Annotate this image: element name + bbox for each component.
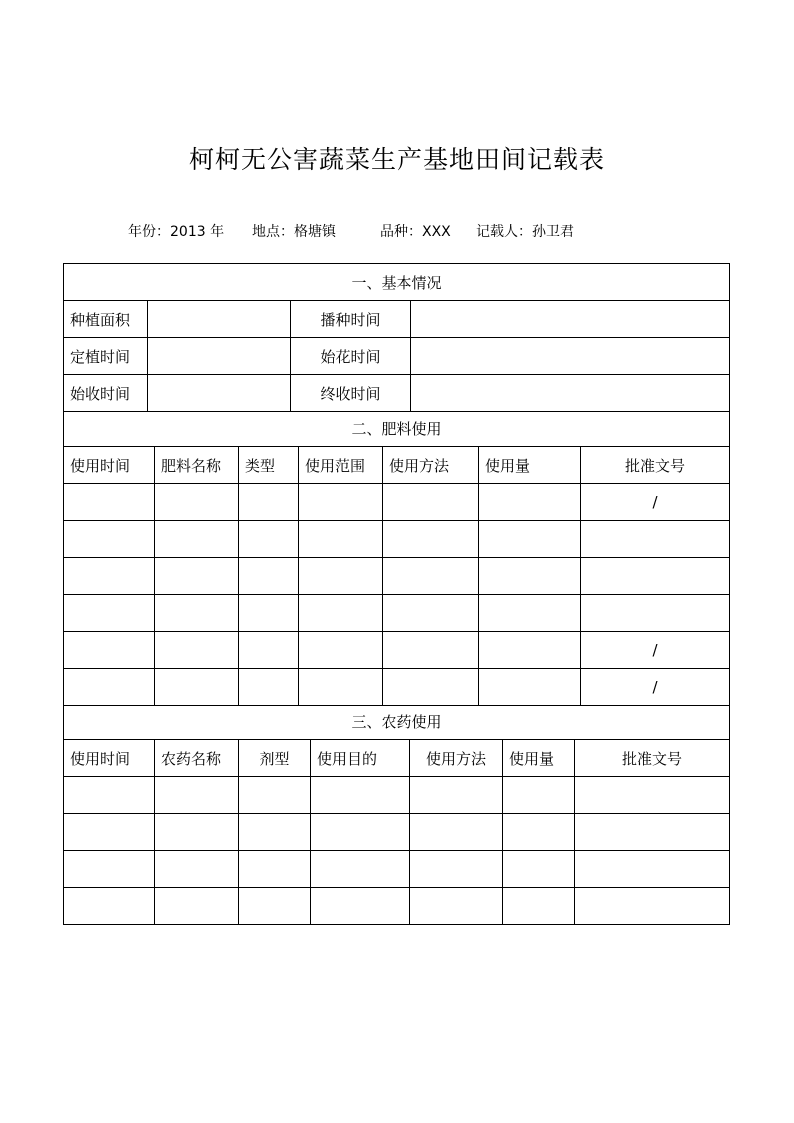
- data-cell[interactable]: [64, 484, 155, 521]
- label-cell: 始花时间: [291, 338, 411, 375]
- table-row: [64, 558, 730, 595]
- column-header: 使用量: [479, 447, 581, 484]
- data-cell[interactable]: [239, 851, 311, 888]
- data-cell[interactable]: [503, 888, 575, 925]
- value-cell[interactable]: [411, 338, 730, 375]
- data-cell[interactable]: [64, 814, 155, 851]
- column-header: 使用目的: [311, 740, 410, 777]
- meta-location: 地点：格塘镇: [252, 224, 336, 240]
- data-cell[interactable]: [64, 851, 155, 888]
- table-row: [64, 669, 730, 706]
- label-cell: 始收时间: [64, 375, 148, 412]
- meta-variety: 品种：XXX: [380, 224, 451, 240]
- data-cell[interactable]: [299, 521, 383, 558]
- data-cell[interactable]: [155, 777, 239, 814]
- data-cell[interactable]: [410, 851, 503, 888]
- column-header: 农药名称: [155, 740, 239, 777]
- table-header-row: [64, 740, 730, 777]
- data-cell[interactable]: [239, 595, 299, 632]
- data-cell[interactable]: [311, 888, 410, 925]
- value-cell[interactable]: [148, 338, 291, 375]
- data-cell[interactable]: [410, 888, 503, 925]
- label-cell: 播种时间: [291, 301, 411, 338]
- data-cell[interactable]: [383, 669, 479, 706]
- data-cell[interactable]: [155, 669, 239, 706]
- data-cell[interactable]: [581, 595, 730, 632]
- value-cell[interactable]: [411, 375, 730, 412]
- data-cell[interactable]: [239, 777, 311, 814]
- data-cell[interactable]: [575, 888, 730, 925]
- data-cell[interactable]: [64, 595, 155, 632]
- table-row: [64, 301, 730, 338]
- value-cell[interactable]: [148, 375, 291, 412]
- data-cell[interactable]: [479, 669, 581, 706]
- data-cell[interactable]: [299, 632, 383, 669]
- meta-year: 年份：2013 年: [128, 224, 225, 240]
- value-cell[interactable]: [411, 301, 730, 338]
- data-cell[interactable]: [383, 521, 479, 558]
- data-cell[interactable]: [155, 814, 239, 851]
- column-header: 使用方法: [410, 740, 503, 777]
- data-cell[interactable]: [581, 558, 730, 595]
- data-cell[interactable]: [239, 888, 311, 925]
- data-cell[interactable]: [64, 669, 155, 706]
- meta-recorder: 记载人：孙卫君: [476, 224, 574, 240]
- value-cell[interactable]: [148, 301, 291, 338]
- data-cell[interactable]: [64, 777, 155, 814]
- data-cell[interactable]: [383, 484, 479, 521]
- data-cell[interactable]: [239, 632, 299, 669]
- data-cell[interactable]: [383, 595, 479, 632]
- pesticide-table: [63, 703, 730, 925]
- data-cell[interactable]: [155, 484, 239, 521]
- data-cell[interactable]: [239, 814, 311, 851]
- data-cell[interactable]: [155, 888, 239, 925]
- data-cell[interactable]: [155, 632, 239, 669]
- data-cell[interactable]: [155, 595, 239, 632]
- data-cell[interactable]: [383, 558, 479, 595]
- basic-info-table: [63, 263, 730, 412]
- column-header: 使用时间: [64, 740, 155, 777]
- column-header: 使用时间: [64, 447, 155, 484]
- data-cell[interactable]: [575, 851, 730, 888]
- data-cell[interactable]: [239, 521, 299, 558]
- data-cell[interactable]: [479, 521, 581, 558]
- data-cell[interactable]: [575, 814, 730, 851]
- data-cell[interactable]: [383, 632, 479, 669]
- data-cell[interactable]: [64, 521, 155, 558]
- data-cell[interactable]: [299, 558, 383, 595]
- data-cell[interactable]: [299, 669, 383, 706]
- data-cell[interactable]: /: [581, 632, 730, 669]
- data-cell[interactable]: [239, 669, 299, 706]
- section-heading-pesticide: 三、农药使用: [64, 703, 730, 740]
- data-cell[interactable]: [64, 888, 155, 925]
- data-cell[interactable]: [479, 558, 581, 595]
- data-cell[interactable]: [503, 851, 575, 888]
- data-cell[interactable]: [575, 777, 730, 814]
- table-row: [64, 375, 730, 412]
- column-header: 使用方法: [383, 447, 479, 484]
- data-cell[interactable]: [239, 558, 299, 595]
- data-cell[interactable]: [311, 777, 410, 814]
- data-cell[interactable]: /: [581, 484, 730, 521]
- table-row: [64, 521, 730, 558]
- table-row: [64, 814, 730, 851]
- data-cell[interactable]: [479, 484, 581, 521]
- data-cell[interactable]: [155, 851, 239, 888]
- column-header: 使用量: [503, 740, 575, 777]
- table-row: [64, 484, 730, 521]
- table-row: [64, 777, 730, 814]
- label-cell: 定植时间: [64, 338, 148, 375]
- label-cell: 终收时间: [291, 375, 411, 412]
- data-cell[interactable]: [155, 521, 239, 558]
- table-row: [64, 851, 730, 888]
- table-row: [64, 595, 730, 632]
- data-cell[interactable]: [311, 814, 410, 851]
- data-cell[interactable]: [410, 777, 503, 814]
- table-header-row: [64, 447, 730, 484]
- section-heading-basic: 一、基本情况: [64, 264, 730, 301]
- data-cell[interactable]: [239, 484, 299, 521]
- data-cell[interactable]: [155, 558, 239, 595]
- data-cell[interactable]: [581, 521, 730, 558]
- data-cell[interactable]: [299, 484, 383, 521]
- column-header: 批准文号: [581, 447, 730, 484]
- data-cell[interactable]: [64, 632, 155, 669]
- table-row: [64, 888, 730, 925]
- data-cell[interactable]: [479, 632, 581, 669]
- data-cell[interactable]: [64, 558, 155, 595]
- data-cell[interactable]: [503, 814, 575, 851]
- data-cell[interactable]: [410, 814, 503, 851]
- column-header: 批准文号: [575, 740, 730, 777]
- page-title: 柯柯无公害蔬菜生产基地田间记载表: [188, 145, 605, 174]
- column-header: 肥料名称: [155, 447, 239, 484]
- table-row: [64, 632, 730, 669]
- column-header: 类型: [239, 447, 299, 484]
- data-cell[interactable]: [479, 595, 581, 632]
- data-cell[interactable]: [311, 851, 410, 888]
- label-cell: 种植面积: [64, 301, 148, 338]
- data-cell[interactable]: [299, 595, 383, 632]
- section-heading-fertilizer: 二、肥料使用: [64, 410, 730, 447]
- table-row: [64, 338, 730, 375]
- column-header: 剂型: [239, 740, 311, 777]
- data-cell[interactable]: /: [581, 669, 730, 706]
- column-header: 使用范围: [299, 447, 383, 484]
- fertilizer-table: [63, 410, 730, 706]
- data-cell[interactable]: [503, 777, 575, 814]
